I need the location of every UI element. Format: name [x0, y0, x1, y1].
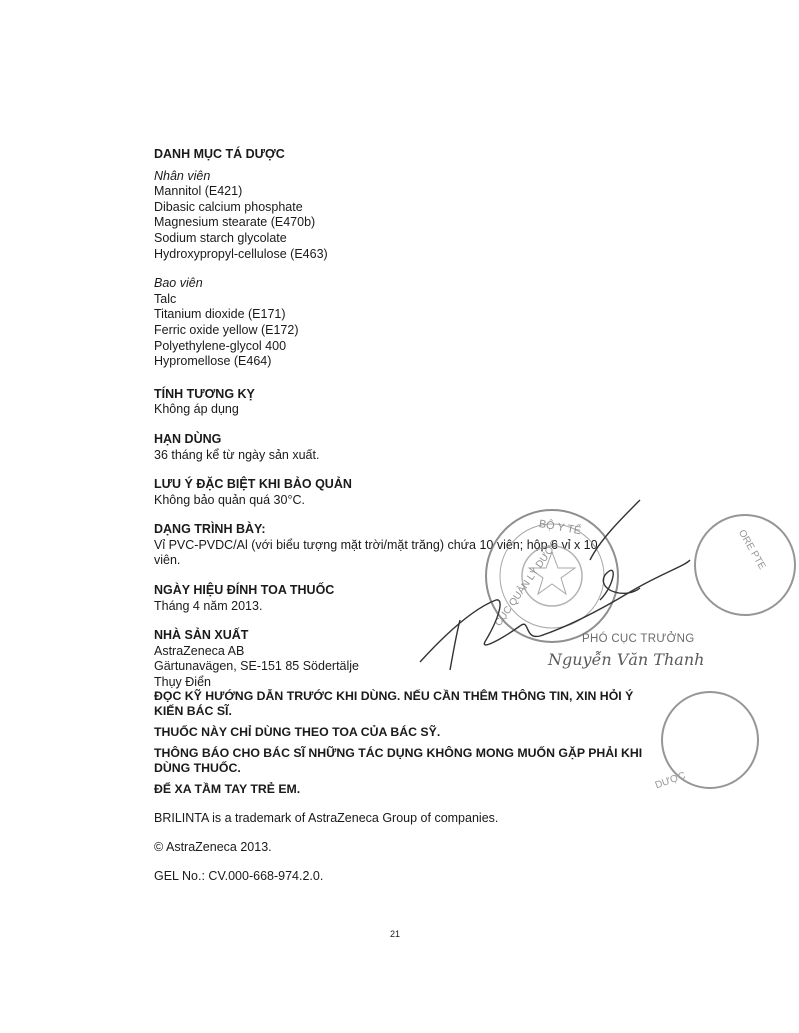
coating-item: Polyethylene-glycol 400 — [154, 338, 287, 353]
warning-text: ĐỂ XA TẦM TAY TRẺ EM. — [154, 782, 301, 796]
shelf-life-text: 36 tháng kể từ ngày sản xuất. — [154, 447, 320, 462]
storage-section — [154, 477, 674, 508]
footer — [154, 811, 498, 898]
excipients-section — [154, 147, 674, 370]
core-item: Dibasic calcium phosphate — [154, 199, 303, 214]
seal-right-text: ORE PTE — [735, 528, 768, 572]
excipients-heading: DANH MỤC TÁ DƯỢC — [154, 147, 285, 161]
seal-top-text: BỘ Y TẾ — [537, 518, 583, 538]
warnings-section — [154, 689, 654, 797]
coating-item: Titanium dioxide (E171) — [154, 307, 286, 322]
coating-item: Hypromellose (E464) — [154, 354, 272, 369]
manufacturer-line: Gärtunavägen, SE-151 85 Södertälje — [154, 659, 359, 674]
seal-left-text: CỤC QUẢN LÝ DƯỢC — [493, 538, 562, 629]
incompatibilities-section — [154, 387, 674, 418]
presentation-heading: DẠNG TRÌNH BÀY: — [154, 522, 266, 537]
revision-heading: NGÀY HIỆU ĐÍNH TOA THUỐC — [154, 583, 335, 598]
gel-number: GEL No.: CV.000-668-974.2.0. — [154, 869, 324, 883]
coating-subheading: Bao viên — [154, 276, 203, 291]
core-item: Mannitol (E421) — [154, 184, 243, 199]
manufacturer-line: Thụy Điển — [154, 675, 211, 690]
copyright-text: © AstraZeneca 2013. — [154, 840, 272, 854]
shelf-life-section — [154, 432, 674, 463]
storage-text: Không bảo quản quá 30°C. — [154, 492, 305, 507]
manufacturer-heading: NHÀ SẢN XUẤT — [154, 628, 249, 643]
warning-text: ĐỌC KỸ HƯỚNG DẪN TRƯỚC KHI DÙNG. NẾU CẦN THÊM THÔNG TIN, XIN HỎI Ý KIẾN BÁC SĨ. — [154, 689, 634, 718]
deputy-title: PHÓ CỤC TRƯỞNG — [582, 633, 695, 645]
seal-right-bottom-text: DƯỢC — [653, 770, 688, 792]
coating-item: Talc — [154, 291, 177, 306]
incompatibilities-text: Không áp dụng — [154, 402, 239, 417]
presentation-line: viên. — [154, 553, 181, 568]
core-subheading: Nhân viên — [154, 168, 211, 183]
storage-heading: LƯU Ý ĐẶC BIỆT KHI BẢO QUẢN — [154, 477, 352, 492]
revision-text: Tháng 4 năm 2013. — [154, 598, 263, 613]
presentation-section — [154, 522, 674, 569]
presentation-line: Vỉ PVC-PVDC/Al (với biểu tượng mặt trời/mặt trăng) chứa 10 viên; hộp 6 vỉ x 10 — [154, 537, 598, 552]
page-number: 21 — [390, 929, 401, 939]
core-item: Sodium starch glycolate — [154, 230, 287, 245]
shelf-life-heading: HẠN DÙNG — [154, 431, 222, 446]
revision-section — [154, 583, 674, 614]
core-item: Hydroxypropyl-cellulose (E463) — [154, 246, 328, 261]
manufacturer-line: AstraZeneca AB — [154, 643, 245, 658]
incompatibilities-heading: TÍNH TƯƠNG KỴ — [154, 386, 255, 401]
warning-text: THÔNG BÁO CHO BÁC SĨ NHỮNG TÁC DỤNG KHÔNG MONG MUỐN GẶP PHẢI KHI DÙNG THUỐC. — [154, 746, 643, 775]
trademark-text: BRILINTA is a trademark of AstraZeneca Group of companies. — [154, 811, 499, 825]
core-item: Magnesium stearate (E470b) — [154, 215, 316, 230]
coating-item: Ferric oxide yellow (E172) — [154, 322, 299, 337]
main-content — [154, 147, 674, 691]
warning-text: THUỐC NÀY CHỈ DÙNG THEO TOA CỦA BÁC SỸ. — [154, 725, 441, 739]
signer-name: Nguyễn Văn Thanh — [548, 650, 705, 669]
